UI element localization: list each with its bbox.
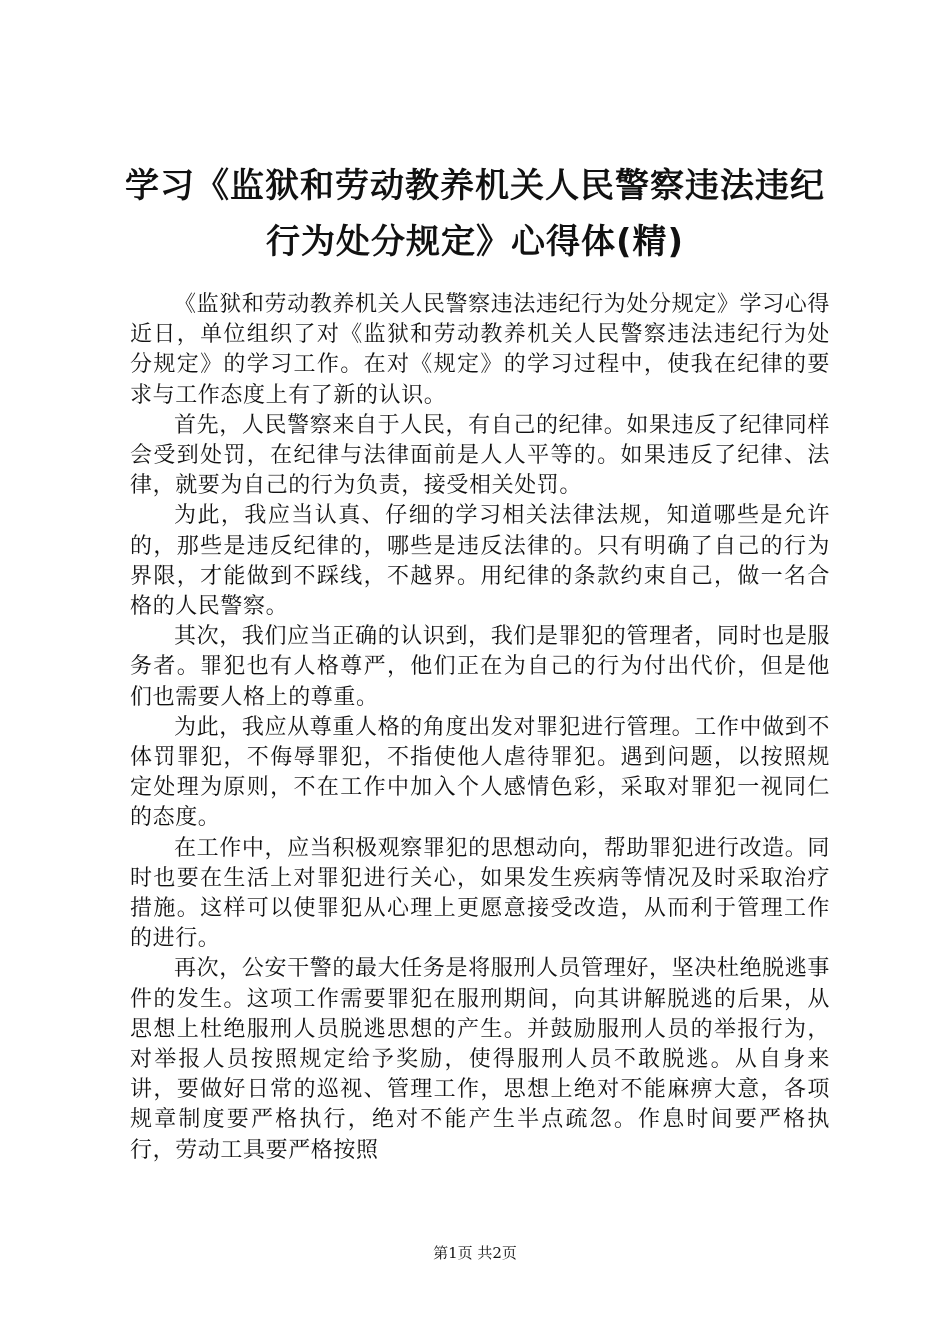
document-title (100, 158, 850, 270)
paragraph-3: 为此，我应当认真、仔细的学习相关法律法规，知道哪些是允许的，那些是违反纪律的，哪些是违反法律的。只有明确了自己的行为界限，才能做到不踩线，不越界。用纪律的条款约束自己，做一名合格的人民警察。 (130, 503, 830, 620)
paragraph-2: 首先，人民警察来自于人民，有自己的纪律。如果违反了纪律同样会受到处罚，在纪律与法律面前是人人平等的。如果违反了纪律、法律，就要为自己的行为负责，接受相关处罚。 (130, 412, 830, 499)
paragraph-5: 为此，我应从尊重人格的角度出发对罪犯进行管理。工作中做到不体罚罪犯，不侮辱罪犯，不指使他人虐待罪犯。遇到问题，以按照规定处理为原则，不在工作中加入个人感情色彩，采取对罪犯一视同仁的态度。 (130, 714, 830, 831)
paragraph-7: 再次，公安干警的最大任务是将服刑人员管理好，坚决杜绝脱逃事件的发生。这项工作需要罪犯在服刑期间，向其讲解脱逃的后果，从思想上杜绝服刑人员脱逃思想的产生。并鼓励服刑人员的举报行为，对举报人员按照规定给予奖励，使得服刑人员不敢脱逃。从自身来讲，要做好日常的巡视、管理工作，思想上绝对不能麻痹大意，各项规章制度要严格执行，绝对不能产生半点疏忽。作息时间要严格执行，劳动工具要严格按照 (130, 956, 830, 1163)
paragraph-6: 在工作中，应当积极观察罪犯的思想动向，帮助罪犯进行改造。同时也要在生活上对罪犯进行关心，如果发生疾病等情况及时采取治疗措施。这样可以使罪犯从心理上更愿意接受改造，从而利于管理工作的进行。 (130, 835, 830, 952)
paragraph-4: 其次，我们应当正确的认识到，我们是罪犯的管理者，同时也是服务者。罪犯也有人格尊严，他们正在为自己的行为付出代价，但是他们也需要人格上的尊重。 (130, 624, 830, 710)
page-number-footer: 第1页 共2页 (433, 1244, 517, 1262)
title-line-2: 行为处分规定》心得体(精) (265, 222, 685, 262)
paragraph-1: 《监狱和劳动教养机关人民警察违法违纪行为处分规定》学习心得近日，单位组织了对《监狱和劳动教养机关人民警察违法违纪行为处分规定》的学习工作。在对《规定》的学习过程中，使我在纪律的要求与工作态度上有了新的认识。 (130, 292, 830, 408)
title-line-1: 学习《监狱和劳动教养机关人民警察违法违纪 (125, 166, 825, 206)
document-body (130, 290, 830, 1166)
